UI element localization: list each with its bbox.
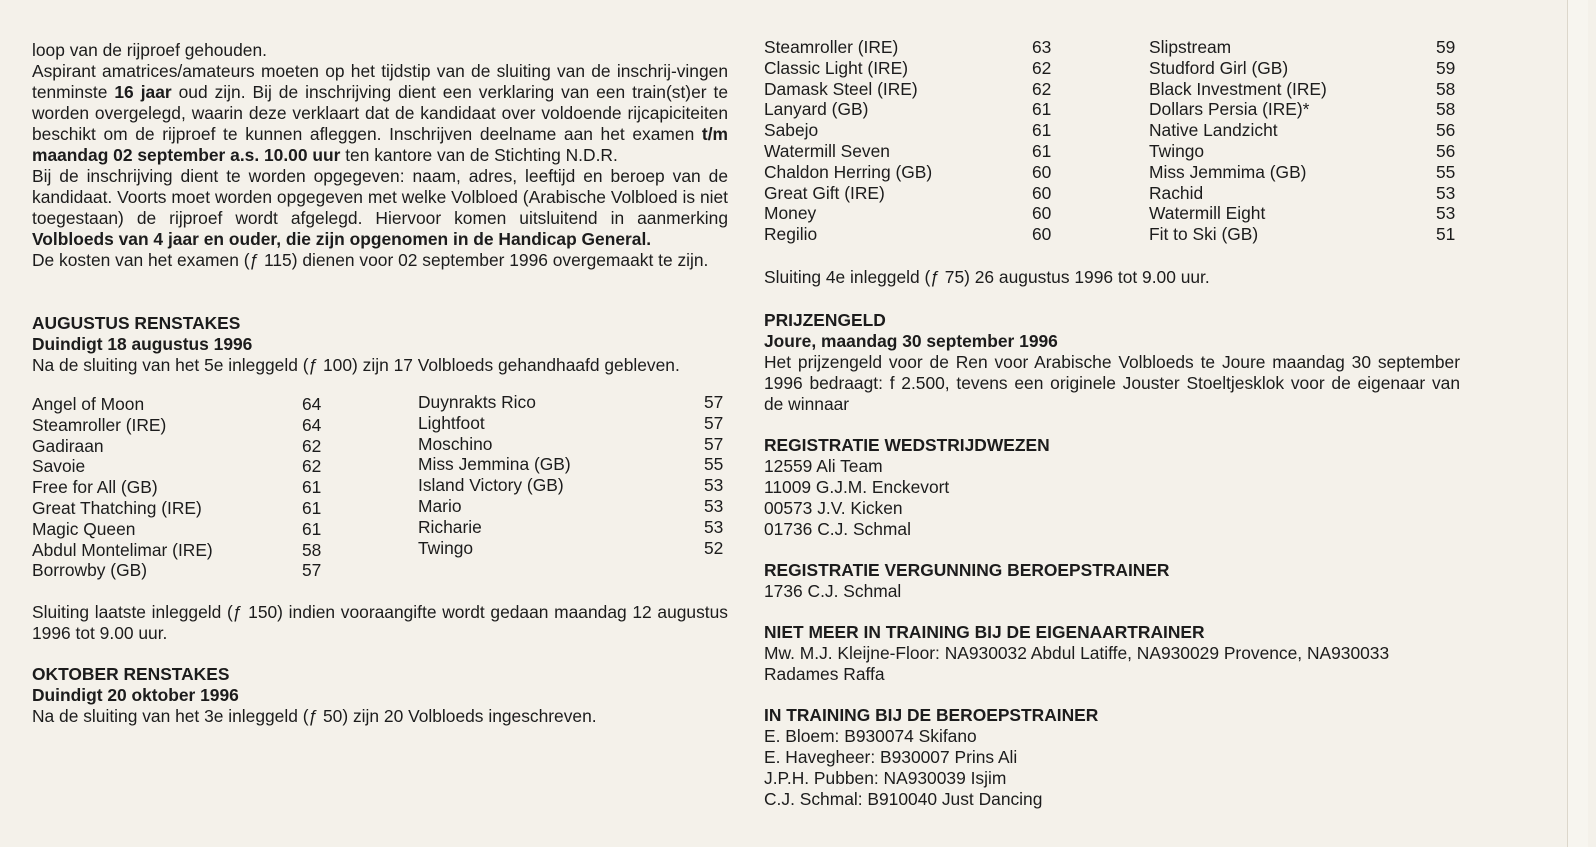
- in-training-list: [764, 726, 1464, 810]
- horse-row: [1149, 37, 1459, 58]
- horse-rating: 62: [1032, 57, 1052, 78]
- horse-rating: 60: [1032, 224, 1052, 245]
- horse-row: [764, 162, 1054, 183]
- horse-rating: 62: [302, 435, 322, 456]
- horse-rating: 57: [704, 412, 724, 433]
- horse-row: [418, 413, 728, 434]
- horse-rating: 53: [1436, 203, 1456, 224]
- horse-name: Studford Girl (GB): [1149, 57, 1289, 78]
- horse-row: [32, 540, 324, 561]
- list-item: E. Bloem: B930074 Skifano: [764, 726, 977, 746]
- horse-row: [1149, 79, 1459, 100]
- horse-rating: 61: [302, 518, 322, 539]
- list-item: 01736 C.J. Schmal: [764, 519, 911, 539]
- horse-rating: 59: [1436, 37, 1456, 57]
- niet-meer-list: [764, 643, 1460, 685]
- horse-row: [1149, 183, 1459, 204]
- list-item: J.P.H. Pubben: NA930039 Isjim: [764, 768, 1007, 788]
- horse-row: [764, 224, 1054, 245]
- horse-row: [764, 141, 1054, 162]
- horse-row: [1149, 120, 1459, 141]
- horse-rating: 61: [1032, 120, 1052, 141]
- intro-text-a: Aspirant amatrices/amateurs moeten op het tijdstip van de sluiting van de inschrij-vingen tenminste: [32, 61, 728, 102]
- augustus-title: AUGUSTUS RENSTAKES: [32, 313, 241, 333]
- horse-rating: 61: [302, 497, 322, 518]
- horse-row: [32, 436, 324, 457]
- niet-meer-title: NIET MEER IN TRAINING BIJ DE EIGENAARTRAINER: [764, 622, 1205, 642]
- vergunning-title: REGISTRATIE VERGUNNING BEROEPSTRAINER: [764, 560, 1170, 580]
- list-item: 11009 G.J.M. Enckevort: [764, 477, 950, 497]
- horse-name: Regilio: [764, 224, 818, 245]
- horse-name: Miss Jemmina (GB): [418, 454, 571, 475]
- list-item: 1736 C.J. Schmal: [764, 581, 902, 601]
- horse-name: Fit to Ski (GB): [1149, 224, 1259, 245]
- page-edge: [1567, 0, 1588, 847]
- horse-row: [764, 203, 1054, 224]
- list-item: 00573 J.V. Kicken: [764, 498, 903, 518]
- horse-rating: 51: [1436, 224, 1456, 245]
- horse-name: Watermill Seven: [764, 140, 890, 161]
- horse-rating: 57: [704, 392, 724, 412]
- registratie-list: [764, 456, 1464, 540]
- horse-rating: 58: [1436, 99, 1456, 120]
- augustus-closing: Sluiting laatste inleggeld (ƒ 150) indien vooraangifte wordt gedaan maandag 12 augustus 1996 tot 9.00 uur.: [32, 602, 728, 643]
- horse-name: Borrowby (GB): [32, 560, 147, 581]
- horse-name: Lanyard (GB): [764, 99, 869, 120]
- horse-row: [1149, 141, 1459, 162]
- horse-name: Dollars Persia (IRE)*: [1149, 99, 1310, 120]
- horse-row: [32, 394, 324, 415]
- registratie-title: REGISTRATIE WEDSTRIJDWEZEN: [764, 435, 1050, 455]
- intro-paragraph-registration: [32, 166, 728, 250]
- horse-rating: 60: [1032, 161, 1052, 182]
- horse-rating: 55: [1436, 161, 1456, 182]
- horse-name: Classic Light (IRE): [764, 57, 908, 78]
- horse-name: Black Investment (IRE): [1149, 78, 1327, 99]
- horse-row: [418, 434, 728, 455]
- list-item: E. Havegheer: B930007 Prins Ali: [764, 747, 1018, 767]
- horse-row: [418, 538, 728, 559]
- horse-rating: 52: [704, 537, 724, 558]
- horse-row: [32, 477, 324, 498]
- list-item: 12559 Ali Team: [764, 456, 883, 476]
- horse-name: Island Victory (GB): [418, 475, 564, 496]
- vergunning-list: [764, 581, 1464, 602]
- intro-text-b: oud zijn. Bij de inschrijving dient een verklaring van een train(st)er te worden overgelegd, waarin deze verklaart dat de kandidaat over voldoende rijcapiciteiten beschikt om de rijproef te kunnen afleggen. Inschrijven deelname aan het examen: [32, 82, 729, 144]
- horse-row: [32, 415, 324, 436]
- oktober-subtitle: Duindigt 20 oktober 1996: [32, 685, 239, 705]
- horse-name: Miss Jemmima (GB): [1149, 161, 1307, 182]
- horse-rating: 61: [302, 477, 322, 498]
- horse-rating: 60: [1032, 203, 1052, 224]
- horse-row: [32, 560, 324, 581]
- horse-rating: 62: [302, 456, 322, 477]
- horse-name: Angel of Moon: [32, 394, 145, 414]
- oktober-title: OKTOBER RENSTAKES: [32, 664, 230, 684]
- horse-row: [418, 454, 728, 475]
- horse-row: [32, 498, 324, 519]
- augustus-col-2: [418, 392, 728, 558]
- right-column: [764, 37, 1464, 810]
- augustus-text: Na de sluiting van het 5e inleggeld (ƒ 100) zijn 17 Volbloeds gehandhaafd gebleven.: [32, 355, 680, 375]
- augustus-subtitle: Duindigt 18 augustus 1996: [32, 334, 253, 354]
- list-item: C.J. Schmal: B910040 Just Dancing: [764, 789, 1043, 809]
- horse-name: Free for All (GB): [32, 477, 158, 498]
- horse-name: Lightfoot: [418, 412, 485, 433]
- horse-rating: 56: [1436, 120, 1456, 141]
- horse-name: Gadiraan: [32, 435, 104, 456]
- horse-rating: 64: [302, 394, 322, 414]
- horse-rating: 61: [1032, 99, 1052, 120]
- horse-rating: 58: [1436, 78, 1456, 99]
- horse-row: [764, 37, 1054, 58]
- horse-row: [764, 79, 1054, 100]
- intro-bold-deadline: t/m maandag 02 september a.s. 10.00 uur: [32, 124, 728, 165]
- horse-name: Steamroller (IRE): [32, 414, 167, 435]
- horse-rating: 61: [1032, 140, 1052, 161]
- prijzengeld-title: PRIJZENGELD: [764, 310, 886, 330]
- horse-rating: 53: [704, 475, 724, 496]
- horse-row: [1149, 203, 1459, 224]
- horse-rating: 53: [704, 516, 724, 537]
- horse-name: Rachid: [1149, 182, 1204, 203]
- intro-text-d: Bij de inschrijving dient te worden opgegeven: naam, adres, leeftijd en beroep van de kandidaat. Voorts moet worden opgegeven met welke Volbloed (Arabische Volbloed is niet toegestaan) de rijproef wordt afgelegd. Hiervoor komen uitsluitend in aanmerking: [32, 166, 728, 228]
- horse-name: Sabejo: [764, 120, 819, 141]
- intro-paragraph-costs: De kosten van het examen (ƒ 115) dienen voor 02 september 1996 overgemaakt te zijn.: [32, 250, 709, 270]
- in-training-title: IN TRAINING BIJ DE BEROEPSTRAINER: [764, 705, 1099, 725]
- horse-row: [1149, 58, 1459, 79]
- horse-row: [764, 58, 1054, 79]
- oktober-closing: Sluiting 4e inleggeld (ƒ 75) 26 augustus 1996 tot 9.00 uur.: [764, 267, 1210, 287]
- horse-rating: 53: [1436, 182, 1456, 203]
- oktober-table: [764, 37, 1464, 247]
- horse-rating: 62: [1032, 78, 1052, 99]
- horse-row: [418, 517, 728, 538]
- horse-rating: 60: [1032, 182, 1052, 203]
- horse-name: Great Gift (IRE): [764, 182, 885, 203]
- intro-paragraph-age: [32, 61, 728, 166]
- horse-name: Slipstream: [1149, 37, 1232, 57]
- horse-name: Twingo: [1149, 140, 1205, 161]
- horse-rating: 59: [1436, 57, 1456, 78]
- horse-row: [32, 456, 324, 477]
- oktober-col-2: [1149, 37, 1459, 245]
- horse-name: Moschino: [418, 433, 493, 454]
- horse-rating: 53: [704, 495, 724, 516]
- horse-row: [1149, 162, 1459, 183]
- horse-name: Steamroller (IRE): [764, 37, 899, 57]
- list-item: Mw. M.J. Kleijne-Floor: NA930032 Abdul Latiffe, NA930029 Provence, NA930033 Radames Raffa: [764, 643, 1390, 684]
- prijzengeld-text: Het prijzengeld voor de Ren voor Arabische Volbloeds te Joure maandag 30 september 1996 bedraagt: f 2.500, tevens een originele Jouster Stoeltjesklok voor de eigenaar van de winnaar: [764, 352, 1460, 414]
- intro-bold-age: 16 jaar: [114, 82, 172, 102]
- intro-line-1: loop van de rijproef gehouden.: [32, 40, 267, 60]
- horse-name: Duynrakts Rico: [418, 392, 536, 412]
- augustus-col-1: [32, 394, 324, 581]
- horse-row: [1149, 224, 1459, 245]
- horse-row: [764, 99, 1054, 120]
- horse-name: Richarie: [418, 516, 482, 537]
- horse-row: [764, 120, 1054, 141]
- oktober-col-1: [764, 37, 1054, 245]
- horse-name: Great Thatching (IRE): [32, 497, 202, 518]
- intro-bold-volbloeds: Volbloeds van 4 jaar en ouder, die zijn opgenomen in de Handicap General.: [32, 229, 652, 249]
- horse-rating: 55: [704, 454, 724, 475]
- horse-rating: 56: [1436, 140, 1456, 161]
- horse-name: Chaldon Herring (GB): [764, 161, 933, 182]
- horse-row: [418, 496, 728, 517]
- horse-name: Abdul Montelimar (IRE): [32, 539, 213, 560]
- horse-rating: 57: [704, 433, 724, 454]
- horse-row: [32, 519, 324, 540]
- horse-row: [764, 183, 1054, 204]
- horse-row: [418, 392, 728, 413]
- horse-rating: 57: [302, 560, 322, 581]
- horse-name: Mario: [418, 495, 462, 516]
- horse-name: Twingo: [418, 537, 474, 558]
- augustus-table: [32, 394, 728, 582]
- left-column: [32, 40, 728, 727]
- horse-name: Savoie: [32, 456, 86, 477]
- horse-name: Damask Steel (IRE): [764, 78, 918, 99]
- horse-rating: 64: [302, 414, 322, 435]
- horse-row: [1149, 99, 1459, 120]
- horse-rating: 58: [302, 539, 322, 560]
- intro-text-c: ten kantore van de Stichting N.D.R.: [340, 145, 618, 165]
- horse-name: Watermill Eight: [1149, 203, 1266, 224]
- horse-name: Native Landzicht: [1149, 120, 1278, 141]
- horse-row: [418, 475, 728, 496]
- horse-rating: 63: [1032, 37, 1052, 57]
- horse-name: Magic Queen: [32, 518, 136, 539]
- prijzengeld-subtitle: Joure, maandag 30 september 1996: [764, 331, 1058, 351]
- horse-name: Money: [764, 203, 817, 224]
- oktober-text: Na de sluiting van het 3e inleggeld (ƒ 50) zijn 20 Volbloeds ingeschreven.: [32, 706, 597, 726]
